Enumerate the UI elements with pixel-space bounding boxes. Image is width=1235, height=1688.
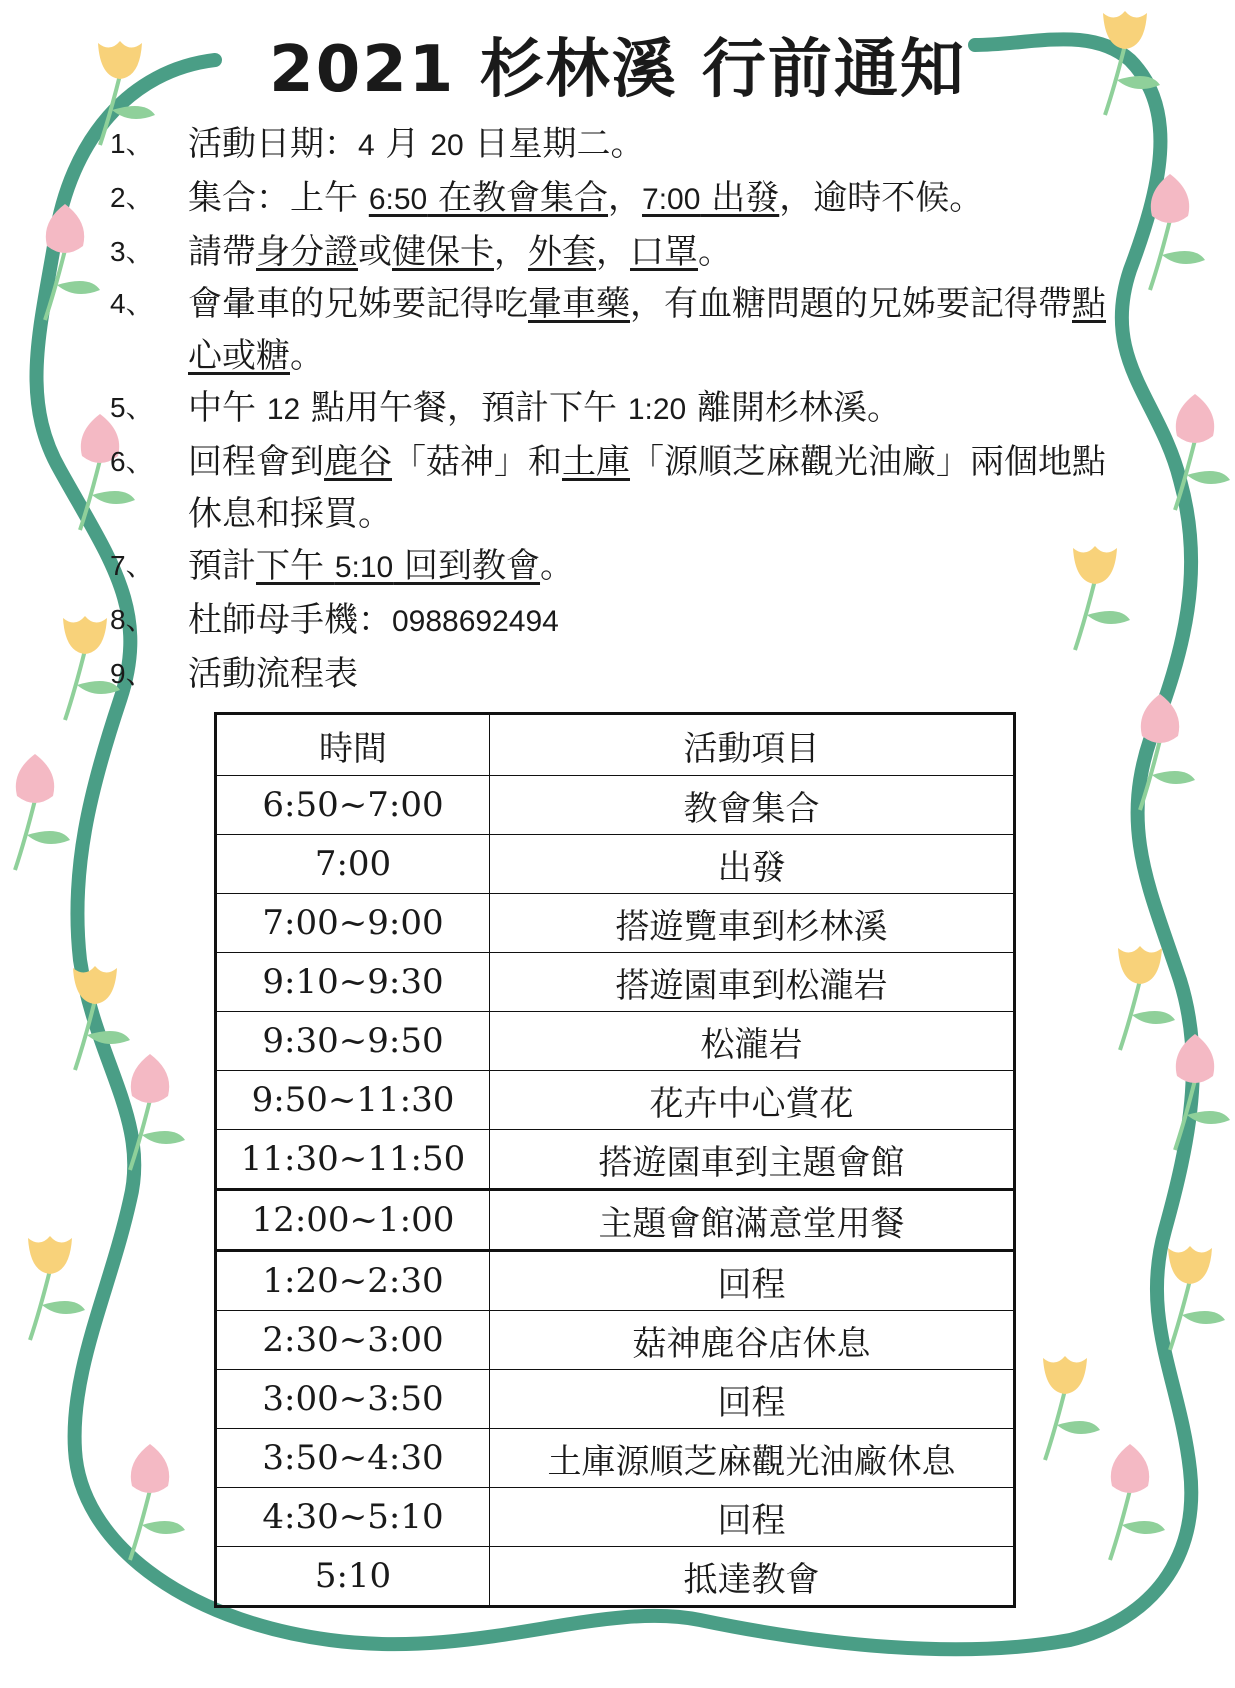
schedule-row [216, 1251, 1015, 1311]
schedule-row [216, 1071, 1015, 1130]
schedule-time-cell: 11:30~11:50 [216, 1130, 490, 1190]
notice-number: 3、 [110, 236, 154, 267]
notice-item [110, 436, 1110, 540]
schedule-time-cell: 5:10 [216, 1547, 490, 1607]
schedule-activity-cell: 松瀧岩 [490, 1012, 1015, 1071]
notice-item [110, 278, 1110, 382]
schedule-time-cell: 1:20~2:30 [216, 1251, 490, 1311]
schedule-activity-cell: 抵達教會 [490, 1547, 1015, 1607]
schedule-time-cell: 9:10~9:30 [216, 953, 490, 1012]
yellow-tulip-icon [28, 1236, 85, 1340]
notice-number: 2、 [110, 182, 154, 213]
schedule-time-cell: 2:30~3:00 [216, 1311, 490, 1370]
notice-text: 請帶身分證或健保卡，外套，口罩。 [188, 232, 732, 272]
notice-text: 會暈車的兄姊要記得吃暈車藥，有血糖問題的兄姊要記得帶點心或糖。 [188, 284, 1106, 376]
notice-text: 活動流程表 [188, 654, 358, 694]
notice-item [110, 118, 1110, 172]
notice-text: 集合：上午 6:50 在教會集合，7:00 出發，逾時不候。 [188, 178, 984, 218]
schedule-activity-cell: 花卉中心賞花 [490, 1071, 1015, 1130]
schedule-activity-cell: 搭遊園車到主題會館 [490, 1130, 1015, 1190]
schedule-row [216, 894, 1015, 953]
notice-number: 6、 [110, 446, 154, 477]
notice-item [110, 226, 1110, 278]
pink-tulip-icon [1110, 1444, 1165, 1560]
yellow-tulip-icon [1043, 1356, 1100, 1460]
notice-item [110, 172, 1110, 226]
schedule-time-cell: 7:00~9:00 [216, 894, 490, 953]
schedule-time-cell: 3:50~4:30 [216, 1429, 490, 1488]
schedule-time-cell: 12:00~1:00 [216, 1190, 490, 1251]
schedule-time-cell: 9:50~11:30 [216, 1071, 490, 1130]
schedule-row [216, 1311, 1015, 1370]
schedule-activity-cell: 回程 [490, 1251, 1015, 1311]
schedule-activity-cell: 土庫源順芝麻觀光油廠休息 [490, 1429, 1015, 1488]
notice-number: 8、 [110, 604, 154, 635]
notice-item [110, 540, 1110, 594]
pink-tulip-icon [1150, 174, 1205, 290]
schedule-table [214, 712, 1016, 1608]
schedule-time-cell: 7:00 [216, 835, 490, 894]
schedule-time-cell: 3:00~3:50 [216, 1370, 490, 1429]
schedule-row [216, 1488, 1015, 1547]
pink-tulip-icon [130, 1444, 185, 1560]
schedule-row [216, 1190, 1015, 1251]
schedule-row [216, 776, 1015, 835]
schedule-time-cell: 9:30~9:50 [216, 1012, 490, 1071]
schedule-activity-cell: 菇神鹿谷店休息 [490, 1311, 1015, 1370]
schedule-row [216, 1547, 1015, 1607]
schedule-time-cell: 4:30~5:10 [216, 1488, 490, 1547]
schedule-activity-cell: 教會集合 [490, 776, 1015, 835]
notice-number: 1、 [110, 128, 154, 159]
schedule-row [216, 1429, 1015, 1488]
notice-item [110, 648, 1110, 700]
schedule-activity-cell: 搭遊園車到松瀧岩 [490, 953, 1015, 1012]
schedule-activity-cell: 出發 [490, 835, 1015, 894]
notice-number: 9、 [110, 658, 154, 689]
notice-text: 回程會到鹿谷「菇神」和土庫「源順芝麻觀光油廠」兩個地點休息和採買。 [188, 442, 1106, 534]
notice-list [110, 118, 1110, 700]
time-column-header: 時間 [216, 714, 490, 776]
schedule-activity-cell: 回程 [490, 1488, 1015, 1547]
yellow-tulip-icon [1168, 1246, 1225, 1350]
schedule-activity-cell: 主題會館滿意堂用餐 [490, 1190, 1015, 1251]
notice-text: 活動日期：4 月 20 日星期二。 [188, 124, 645, 164]
schedule-time-cell: 6:50~7:00 [216, 776, 490, 835]
schedule-row [216, 1370, 1015, 1429]
pink-tulip-icon [15, 754, 70, 870]
schedule-activity-cell: 搭遊覽車到杉林溪 [490, 894, 1015, 953]
schedule-row [216, 835, 1015, 894]
notice-number: 7、 [110, 550, 154, 581]
notice-text: 預計下午 5:10 回到教會。 [188, 546, 575, 586]
notice-number: 4、 [110, 288, 154, 319]
schedule-activity-cell: 回程 [490, 1370, 1015, 1429]
notice-text: 中午 12 點用午餐，預計下午 1:20 離開杉林溪。 [188, 388, 902, 428]
schedule-row [216, 1012, 1015, 1071]
notice-item [110, 382, 1110, 436]
page-title: 2021 杉林溪 行前通知 [269, 33, 966, 107]
schedule-row [216, 1130, 1015, 1190]
notice-item [110, 594, 1110, 648]
activity-column-header: 活動項目 [490, 714, 1015, 776]
schedule-row [216, 953, 1015, 1012]
notice-text: 杜師母手機：0988692494 [188, 600, 559, 640]
notice-number: 5、 [110, 392, 154, 423]
schedule-header-row [216, 714, 1015, 776]
